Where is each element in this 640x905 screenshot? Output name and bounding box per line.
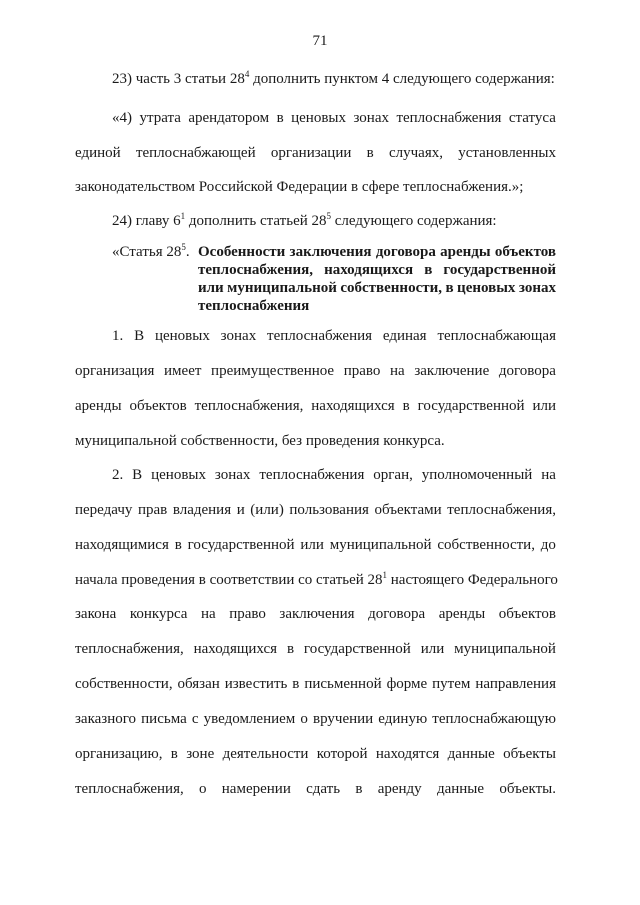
- para-2-line-4-text-end: настоящего Федерального: [387, 572, 558, 588]
- word: на: [541, 467, 556, 483]
- word: В: [134, 328, 145, 344]
- word: данные: [436, 781, 485, 797]
- para-1-line-2: [75, 362, 556, 380]
- word: арендатором: [188, 110, 270, 126]
- word: с: [191, 711, 199, 727]
- word: 1.: [112, 328, 124, 344]
- word: в: [170, 746, 178, 762]
- item-23-text: 23) часть 3 статьи 28: [112, 71, 245, 87]
- word: зоне: [186, 746, 215, 762]
- word: ценовых: [457, 280, 516, 296]
- superscript: 5: [181, 242, 186, 252]
- para-2-line-3: [75, 536, 556, 554]
- word: передачу: [75, 502, 133, 518]
- word: объекты.: [499, 781, 556, 797]
- word: собственности,: [340, 280, 442, 296]
- superscript: 1: [180, 211, 186, 221]
- word: ценовых: [151, 467, 206, 483]
- word: или: [420, 641, 445, 657]
- word: заказного: [75, 711, 137, 727]
- superscript: 4: [244, 69, 250, 79]
- word: теплоснабжения,: [75, 641, 184, 657]
- word: организацию,: [75, 746, 163, 762]
- word: теплоснабжения,: [194, 398, 304, 414]
- word: находятся: [375, 746, 440, 762]
- word: направления: [475, 676, 556, 692]
- word: о: [300, 711, 308, 727]
- word: или: [198, 280, 224, 296]
- word: единой: [75, 145, 121, 161]
- article-prefix: [112, 243, 190, 261]
- word: 2.: [112, 467, 124, 483]
- word: объектов: [129, 398, 187, 414]
- word: теплоснабжения: [396, 110, 502, 126]
- item-23-text-end: дополнить пунктом 4 следующего содержания:: [249, 71, 555, 87]
- word: в: [292, 676, 300, 692]
- article-heading: [198, 243, 556, 315]
- word: ценовых: [291, 110, 346, 126]
- article-heading-line-1: [198, 243, 556, 261]
- word: договора: [498, 363, 556, 379]
- word: в: [355, 781, 363, 797]
- para-2-line-4: [75, 571, 558, 589]
- word: уполномоченный: [421, 467, 533, 483]
- word: заключения: [279, 606, 355, 622]
- word: объекты: [503, 746, 556, 762]
- word: в: [286, 641, 295, 657]
- para-1-line-3: [75, 397, 556, 415]
- word: объектов: [494, 244, 556, 260]
- word: до: [540, 537, 556, 553]
- word: пользования: [289, 502, 369, 518]
- word: зонах: [214, 467, 251, 483]
- word: зонах: [353, 110, 389, 126]
- item-24: [112, 212, 497, 230]
- word: государственной: [187, 537, 295, 553]
- para-2-line-4-text: начала проведения в соответствии со статьей 28: [75, 572, 383, 588]
- word: вручении: [313, 711, 374, 727]
- word: известить: [224, 676, 288, 692]
- word: путем: [432, 676, 471, 692]
- item-23: [112, 70, 555, 88]
- para-2-line-8: [75, 710, 556, 728]
- quote-4-line-1: [112, 109, 556, 127]
- word: находящимися: [75, 537, 169, 553]
- para-2-line-10: [75, 780, 556, 798]
- para-2-line-1: [112, 466, 556, 484]
- word: теплоснабжения,: [75, 781, 184, 797]
- word: объектами: [374, 502, 442, 518]
- word: орган,: [373, 467, 413, 483]
- word: данные: [447, 746, 495, 762]
- word: единая: [382, 328, 427, 344]
- article-prefix-dot: .: [185, 244, 190, 260]
- word: на: [390, 363, 405, 379]
- word: теплоснабжения: [267, 328, 373, 344]
- word: или: [300, 537, 324, 553]
- word: письма: [141, 711, 187, 727]
- word: аренды: [438, 606, 486, 622]
- quote-4-line-2: [75, 144, 556, 162]
- para-2-line-5: [75, 605, 556, 623]
- word: в: [276, 110, 284, 126]
- word: «4): [112, 110, 132, 126]
- word: закона: [75, 606, 117, 622]
- para-2-line-9: [75, 745, 556, 763]
- word: на: [201, 606, 216, 622]
- word: о: [199, 781, 207, 797]
- word: аренду: [377, 781, 422, 797]
- article-prefix-text: «Статья 28: [112, 244, 182, 260]
- word: аренды: [440, 244, 491, 260]
- para-2-line-6: [75, 640, 556, 658]
- word: деятельности: [222, 746, 309, 762]
- word: или: [532, 398, 556, 414]
- word: муниципальной: [329, 537, 432, 553]
- para-2-line-2: [75, 501, 556, 519]
- word: случаях,: [388, 145, 443, 161]
- word: Особенности: [198, 244, 286, 260]
- superscript: 5: [326, 211, 332, 221]
- word: и: [236, 502, 245, 518]
- word: прав: [137, 502, 168, 518]
- superscript: 1: [382, 570, 388, 580]
- word: заключение: [414, 363, 490, 379]
- word: заключения: [289, 244, 372, 260]
- word: в: [402, 398, 410, 414]
- word: право: [229, 606, 266, 622]
- word: установленных: [458, 145, 556, 161]
- word: теплоснабжающую: [432, 711, 556, 727]
- article-heading-line-3: [198, 279, 556, 297]
- word: объектов: [498, 606, 556, 622]
- para-1-line-4: муниципальной собственности, без проведения конкурса.: [75, 433, 445, 449]
- article-heading-line-2: [198, 261, 556, 279]
- word: намерении: [221, 781, 291, 797]
- para-2-line-7: [75, 675, 556, 693]
- word: государственной: [303, 641, 411, 657]
- word: аренды: [75, 398, 122, 414]
- word: теплоснабжения,: [198, 262, 313, 278]
- item-24-text-mid: дополнить статьей 28: [185, 213, 327, 229]
- word: находящихся: [324, 262, 414, 278]
- word: имеет: [164, 363, 202, 379]
- word: договора: [375, 244, 436, 260]
- word: форме: [386, 676, 428, 692]
- word: в: [424, 262, 433, 278]
- word: государственной: [443, 262, 556, 278]
- word: муниципальной: [454, 641, 556, 657]
- word: в: [445, 280, 454, 296]
- word: теплоснабжающая: [437, 328, 556, 344]
- word: зонах: [220, 328, 257, 344]
- word: утрата: [139, 110, 181, 126]
- word: договора: [368, 606, 426, 622]
- word: организация: [75, 363, 155, 379]
- item-24-text-end: следующего содержания:: [331, 213, 497, 229]
- word: владения: [172, 502, 232, 518]
- word: письменной: [304, 676, 382, 692]
- word: В: [132, 467, 143, 483]
- word: находящихся: [193, 641, 278, 657]
- quote-4-line-3: законодательством Российской Федерации в сфере теплоснабжения.»;: [75, 179, 524, 195]
- word: в: [366, 145, 374, 161]
- word: собственности,: [437, 537, 535, 553]
- word: теплоснабжения,: [447, 502, 556, 518]
- word: конкурса: [129, 606, 188, 622]
- article-heading-line-4: теплоснабжения: [198, 298, 310, 314]
- word: сдать: [306, 781, 341, 797]
- word: преимущественное: [211, 363, 335, 379]
- para-1-line-1: [112, 327, 556, 345]
- word: единую: [378, 711, 428, 727]
- item-24-text: 24) главу 6: [112, 213, 181, 229]
- word: муниципальной: [227, 280, 337, 296]
- word: зонах: [518, 280, 556, 296]
- word: уведомлением: [203, 711, 296, 727]
- word: теплоснабжения: [259, 467, 365, 483]
- word: которой: [316, 746, 368, 762]
- word: обязан: [177, 676, 220, 692]
- word: ценовых: [154, 328, 210, 344]
- word: организации: [270, 145, 352, 161]
- word: находящихся: [311, 398, 395, 414]
- word: право: [343, 363, 381, 379]
- page-number: 71: [312, 33, 328, 49]
- word: статуса: [508, 110, 556, 126]
- word: в: [174, 537, 182, 553]
- word: государственной: [417, 398, 525, 414]
- word: собственности,: [75, 676, 173, 692]
- word: теплоснабжающей: [135, 145, 256, 161]
- word: (или): [250, 502, 284, 518]
